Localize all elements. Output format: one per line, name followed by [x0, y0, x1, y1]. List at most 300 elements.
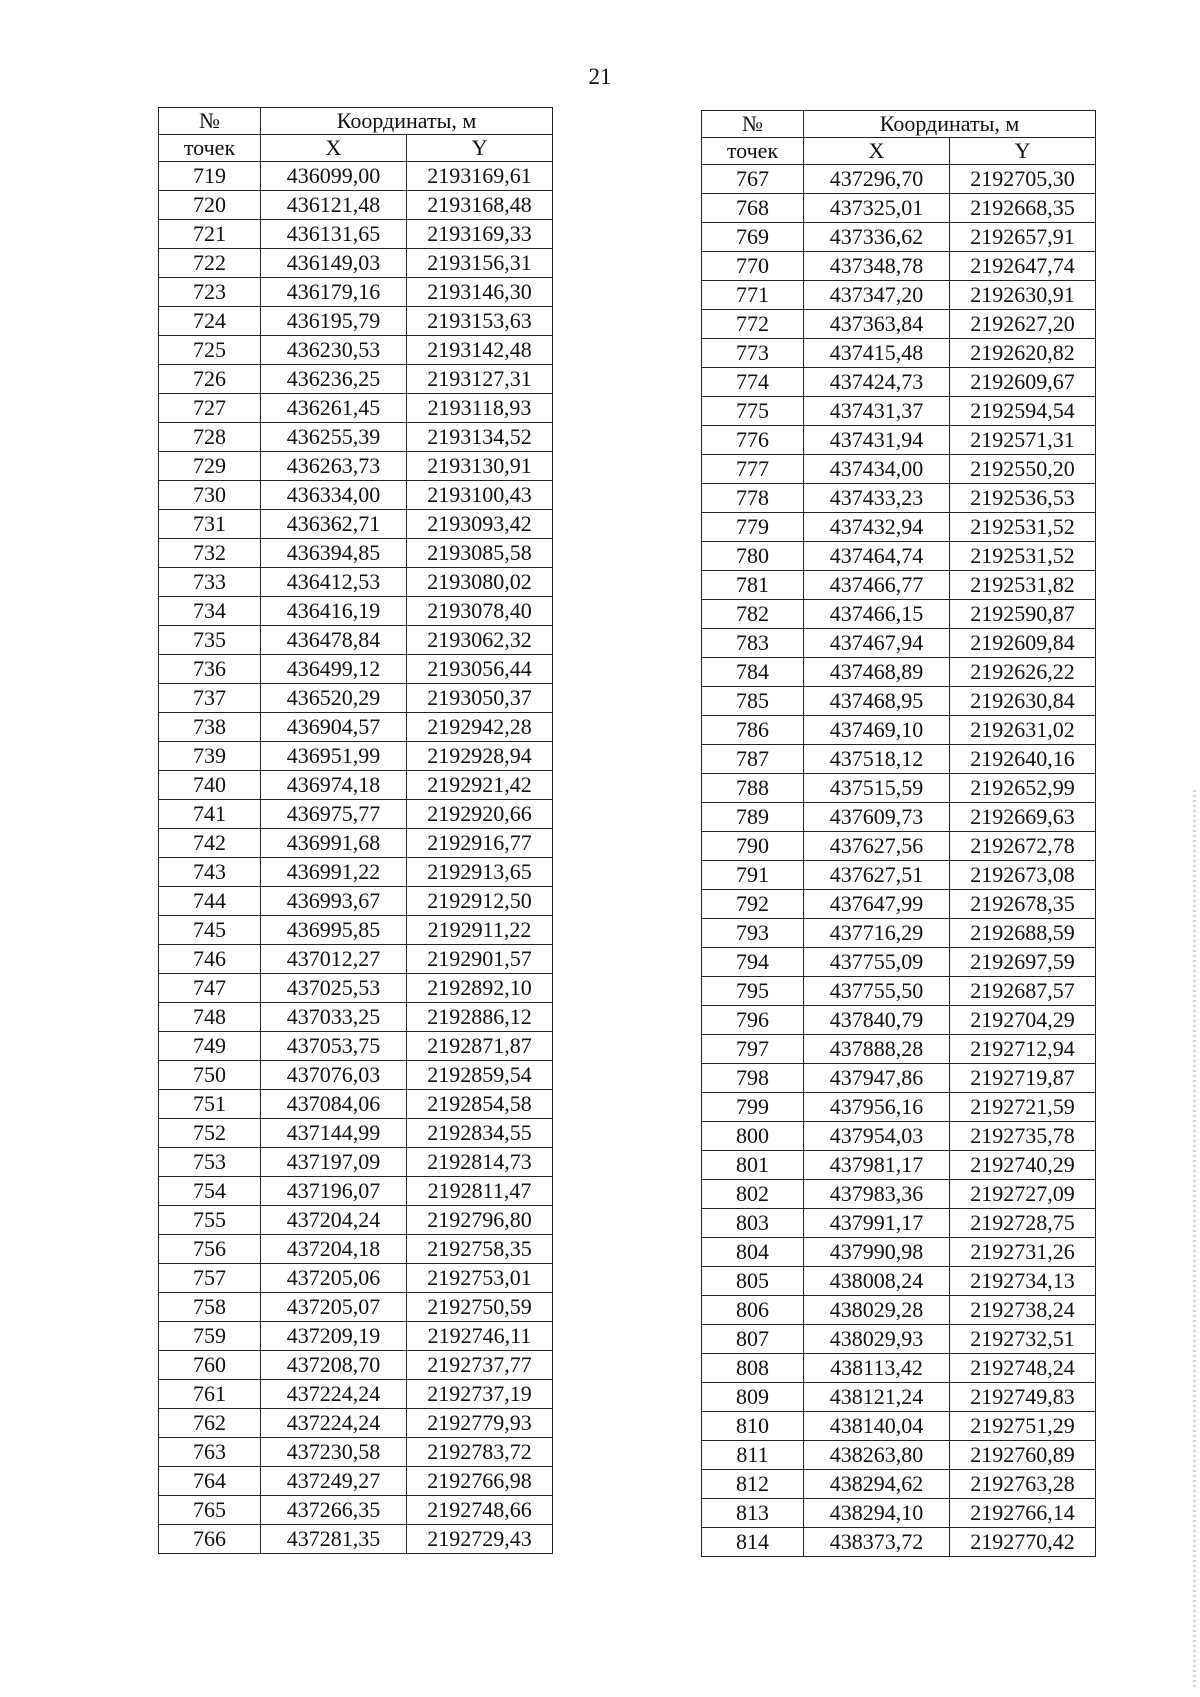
y-coordinate-cell: 2192735,78 [950, 1122, 1096, 1151]
y-coordinate-cell: 2192760,89 [950, 1441, 1096, 1470]
table-row [702, 1093, 1096, 1122]
y-coordinate-cell: 2193146,30 [407, 278, 553, 307]
x-coordinate-cell: 436951,99 [261, 742, 407, 771]
table-row [702, 1006, 1096, 1035]
header-coordinates: Координаты, м [261, 108, 553, 135]
y-coordinate-cell: 2192901,57 [407, 945, 553, 974]
x-coordinate-cell: 437469,10 [804, 716, 950, 745]
x-coordinate-cell: 438029,28 [804, 1296, 950, 1325]
x-coordinate-cell: 437716,29 [804, 919, 950, 948]
x-coordinate-cell: 437209,19 [261, 1322, 407, 1351]
x-coordinate-cell: 437205,06 [261, 1264, 407, 1293]
table-row [159, 800, 553, 829]
point-number-cell: 790 [702, 832, 804, 861]
point-number-cell: 769 [702, 223, 804, 252]
y-coordinate-cell: 2192721,59 [950, 1093, 1096, 1122]
y-coordinate-cell: 2192719,87 [950, 1064, 1096, 1093]
point-number-cell: 797 [702, 1035, 804, 1064]
point-number-cell: 785 [702, 687, 804, 716]
x-coordinate-cell: 437840,79 [804, 1006, 950, 1035]
x-coordinate-cell: 437431,94 [804, 426, 950, 455]
y-coordinate-cell: 2192571,31 [950, 426, 1096, 455]
header-y: Y [407, 135, 553, 162]
table-row [159, 249, 553, 278]
table-row [702, 542, 1096, 571]
table-row [159, 539, 553, 568]
x-coordinate-cell: 438373,72 [804, 1528, 950, 1557]
table-row [702, 368, 1096, 397]
point-number-cell: 768 [702, 194, 804, 223]
x-coordinate-cell: 437464,74 [804, 542, 950, 571]
x-coordinate-cell: 436499,12 [261, 655, 407, 684]
table-row [702, 629, 1096, 658]
table-row [159, 597, 553, 626]
table-row [702, 339, 1096, 368]
table-row [159, 771, 553, 800]
table-row [159, 1525, 553, 1554]
table-row [159, 945, 553, 974]
table-row [159, 626, 553, 655]
point-number-cell: 786 [702, 716, 804, 745]
y-coordinate-cell: 2192734,13 [950, 1267, 1096, 1296]
point-number-cell: 756 [159, 1235, 261, 1264]
x-coordinate-cell: 438113,42 [804, 1354, 950, 1383]
y-coordinate-cell: 2192753,01 [407, 1264, 553, 1293]
y-coordinate-cell: 2192630,91 [950, 281, 1096, 310]
x-coordinate-cell: 436195,79 [261, 307, 407, 336]
x-coordinate-cell: 436263,73 [261, 452, 407, 481]
y-coordinate-cell: 2192783,72 [407, 1438, 553, 1467]
y-coordinate-cell: 2192531,82 [950, 571, 1096, 600]
table-row [159, 1438, 553, 1467]
x-coordinate-cell: 437468,89 [804, 658, 950, 687]
y-coordinate-cell: 2192631,02 [950, 716, 1096, 745]
x-coordinate-cell: 437076,03 [261, 1061, 407, 1090]
x-coordinate-cell: 437432,94 [804, 513, 950, 542]
point-number-cell: 789 [702, 803, 804, 832]
table-row [702, 1122, 1096, 1151]
x-coordinate-cell: 437983,36 [804, 1180, 950, 1209]
x-coordinate-cell: 436334,00 [261, 481, 407, 510]
table-row [702, 600, 1096, 629]
y-coordinate-cell: 2192921,42 [407, 771, 553, 800]
x-coordinate-cell: 436121,48 [261, 191, 407, 220]
point-number-cell: 734 [159, 597, 261, 626]
y-coordinate-cell: 2192705,30 [950, 165, 1096, 194]
coordinates-table-left [158, 107, 553, 1554]
table-row [159, 1032, 553, 1061]
x-coordinate-cell: 436412,53 [261, 568, 407, 597]
y-coordinate-cell: 2192913,65 [407, 858, 553, 887]
x-coordinate-cell: 437647,99 [804, 890, 950, 919]
y-coordinate-cell: 2192886,12 [407, 1003, 553, 1032]
table-row [159, 1496, 553, 1525]
table-row [159, 1293, 553, 1322]
point-number-cell: 762 [159, 1409, 261, 1438]
table-row [702, 310, 1096, 339]
y-coordinate-cell: 2192609,84 [950, 629, 1096, 658]
x-coordinate-cell: 437981,17 [804, 1151, 950, 1180]
y-coordinate-cell: 2192647,74 [950, 252, 1096, 281]
y-coordinate-cell: 2193080,02 [407, 568, 553, 597]
table-row [159, 423, 553, 452]
point-number-cell: 724 [159, 307, 261, 336]
table-row [702, 1383, 1096, 1412]
y-coordinate-cell: 2192737,77 [407, 1351, 553, 1380]
x-coordinate-cell: 437609,73 [804, 803, 950, 832]
x-coordinate-cell: 437281,35 [261, 1525, 407, 1554]
x-coordinate-cell: 436255,39 [261, 423, 407, 452]
x-coordinate-cell: 437434,00 [804, 455, 950, 484]
x-coordinate-cell: 437033,25 [261, 1003, 407, 1032]
y-coordinate-cell: 2192748,24 [950, 1354, 1096, 1383]
point-number-cell: 757 [159, 1264, 261, 1293]
x-coordinate-cell: 437424,73 [804, 368, 950, 397]
y-coordinate-cell: 2192763,28 [950, 1470, 1096, 1499]
point-number-cell: 814 [702, 1528, 804, 1557]
point-number-cell: 753 [159, 1148, 261, 1177]
table-row [159, 1322, 553, 1351]
page-number: 21 [588, 64, 612, 89]
point-number-cell: 805 [702, 1267, 804, 1296]
table-row [159, 1119, 553, 1148]
y-coordinate-cell: 2192854,58 [407, 1090, 553, 1119]
x-coordinate-cell: 437336,62 [804, 223, 950, 252]
table-row [159, 916, 553, 945]
table-row [159, 278, 553, 307]
y-coordinate-cell: 2192751,29 [950, 1412, 1096, 1441]
x-coordinate-cell: 437991,17 [804, 1209, 950, 1238]
point-number-cell: 804 [702, 1238, 804, 1267]
point-number-cell: 796 [702, 1006, 804, 1035]
table-row [159, 1090, 553, 1119]
point-number-cell: 788 [702, 774, 804, 803]
y-coordinate-cell: 2192697,59 [950, 948, 1096, 977]
table-row [159, 858, 553, 887]
point-number-cell: 726 [159, 365, 261, 394]
table-row [702, 1035, 1096, 1064]
table-row [702, 571, 1096, 600]
table-row [702, 194, 1096, 223]
table-row [702, 716, 1096, 745]
x-coordinate-cell: 437230,58 [261, 1438, 407, 1467]
y-coordinate-cell: 2192834,55 [407, 1119, 553, 1148]
table-row [702, 397, 1096, 426]
table-row [702, 426, 1096, 455]
point-number-cell: 754 [159, 1177, 261, 1206]
header-points-label: точек [159, 135, 261, 162]
x-coordinate-cell: 436394,85 [261, 539, 407, 568]
y-coordinate-cell: 2193169,33 [407, 220, 553, 249]
y-coordinate-cell: 2193169,61 [407, 162, 553, 191]
y-coordinate-cell: 2192737,19 [407, 1380, 553, 1409]
y-coordinate-cell: 2193100,43 [407, 481, 553, 510]
y-coordinate-cell: 2192678,35 [950, 890, 1096, 919]
y-coordinate-cell: 2192871,87 [407, 1032, 553, 1061]
header-points-label: точек [702, 138, 804, 165]
x-coordinate-cell: 437205,07 [261, 1293, 407, 1322]
point-number-cell: 727 [159, 394, 261, 423]
table-row [702, 1354, 1096, 1383]
y-coordinate-cell: 2192814,73 [407, 1148, 553, 1177]
y-coordinate-cell: 2192729,43 [407, 1525, 553, 1554]
y-coordinate-cell: 2192609,67 [950, 368, 1096, 397]
table-row [702, 803, 1096, 832]
table-row [702, 1151, 1096, 1180]
x-coordinate-cell: 437990,98 [804, 1238, 950, 1267]
y-coordinate-cell: 2192892,10 [407, 974, 553, 1003]
point-number-cell: 774 [702, 368, 804, 397]
y-coordinate-cell: 2193062,32 [407, 626, 553, 655]
point-number-cell: 735 [159, 626, 261, 655]
point-number-cell: 793 [702, 919, 804, 948]
y-coordinate-cell: 2192590,87 [950, 600, 1096, 629]
x-coordinate-cell: 437515,59 [804, 774, 950, 803]
y-coordinate-cell: 2192928,94 [407, 742, 553, 771]
table-row [702, 1441, 1096, 1470]
table-row [702, 1528, 1096, 1557]
y-coordinate-cell: 2192669,63 [950, 803, 1096, 832]
point-number-cell: 799 [702, 1093, 804, 1122]
header-coordinates: Координаты, м [804, 111, 1096, 138]
point-number-cell: 779 [702, 513, 804, 542]
x-coordinate-cell: 437025,53 [261, 974, 407, 1003]
x-coordinate-cell: 436261,45 [261, 394, 407, 423]
table-row [702, 890, 1096, 919]
x-coordinate-cell: 437627,56 [804, 832, 950, 861]
x-coordinate-cell: 436149,03 [261, 249, 407, 278]
table-row [702, 1325, 1096, 1354]
table-row [702, 948, 1096, 977]
point-number-cell: 744 [159, 887, 261, 916]
table-row [159, 742, 553, 771]
point-number-cell: 801 [702, 1151, 804, 1180]
x-coordinate-cell: 436904,57 [261, 713, 407, 742]
y-coordinate-cell: 2192687,57 [950, 977, 1096, 1006]
point-number-cell: 737 [159, 684, 261, 713]
x-coordinate-cell: 437249,27 [261, 1467, 407, 1496]
header-number-label: № [159, 108, 261, 135]
y-coordinate-cell: 2192630,84 [950, 687, 1096, 716]
y-coordinate-cell: 2192779,93 [407, 1409, 553, 1438]
x-coordinate-cell: 436236,25 [261, 365, 407, 394]
y-coordinate-cell: 2192727,09 [950, 1180, 1096, 1209]
table-row [702, 919, 1096, 948]
point-number-cell: 766 [159, 1525, 261, 1554]
table-row [159, 1351, 553, 1380]
x-coordinate-cell: 436416,19 [261, 597, 407, 626]
point-number-cell: 780 [702, 542, 804, 571]
y-coordinate-cell: 2193156,31 [407, 249, 553, 278]
y-coordinate-cell: 2192748,66 [407, 1496, 553, 1525]
point-number-cell: 763 [159, 1438, 261, 1467]
table-row [159, 684, 553, 713]
table-row [702, 1209, 1096, 1238]
table-row [159, 1177, 553, 1206]
y-coordinate-cell: 2192920,66 [407, 800, 553, 829]
x-coordinate-cell: 437627,51 [804, 861, 950, 890]
y-coordinate-cell: 2192594,54 [950, 397, 1096, 426]
y-coordinate-cell: 2192531,52 [950, 513, 1096, 542]
table-row [702, 658, 1096, 687]
x-coordinate-cell: 437144,99 [261, 1119, 407, 1148]
point-number-cell: 739 [159, 742, 261, 771]
table-row [159, 365, 553, 394]
x-coordinate-cell: 436179,16 [261, 278, 407, 307]
point-number-cell: 791 [702, 861, 804, 890]
y-coordinate-cell: 2193050,37 [407, 684, 553, 713]
table-row [702, 832, 1096, 861]
y-coordinate-cell: 2193056,44 [407, 655, 553, 684]
point-number-cell: 784 [702, 658, 804, 687]
point-number-cell: 794 [702, 948, 804, 977]
y-coordinate-cell: 2193085,58 [407, 539, 553, 568]
table-row [159, 1206, 553, 1235]
table-row [159, 307, 553, 336]
x-coordinate-cell: 436991,68 [261, 829, 407, 858]
x-coordinate-cell: 436974,18 [261, 771, 407, 800]
point-number-cell: 719 [159, 162, 261, 191]
point-number-cell: 787 [702, 745, 804, 774]
point-number-cell: 758 [159, 1293, 261, 1322]
table-row [702, 861, 1096, 890]
table-row [159, 1148, 553, 1177]
point-number-cell: 759 [159, 1322, 261, 1351]
point-number-cell: 775 [702, 397, 804, 426]
table-row [702, 1412, 1096, 1441]
point-number-cell: 798 [702, 1064, 804, 1093]
table-row [159, 655, 553, 684]
table-row [159, 162, 553, 191]
x-coordinate-cell: 437755,09 [804, 948, 950, 977]
y-coordinate-cell: 2192766,98 [407, 1467, 553, 1496]
y-coordinate-cell: 2192688,59 [950, 919, 1096, 948]
point-number-cell: 747 [159, 974, 261, 1003]
point-number-cell: 752 [159, 1119, 261, 1148]
y-coordinate-cell: 2192859,54 [407, 1061, 553, 1090]
x-coordinate-cell: 437204,18 [261, 1235, 407, 1264]
point-number-cell: 806 [702, 1296, 804, 1325]
x-coordinate-cell: 436975,77 [261, 800, 407, 829]
point-number-cell: 777 [702, 455, 804, 484]
table-row [159, 1003, 553, 1032]
table-row [702, 1296, 1096, 1325]
x-coordinate-cell: 437296,70 [804, 165, 950, 194]
point-number-cell: 725 [159, 336, 261, 365]
y-coordinate-cell: 2192531,52 [950, 542, 1096, 571]
y-coordinate-cell: 2192704,29 [950, 1006, 1096, 1035]
y-coordinate-cell: 2192673,08 [950, 861, 1096, 890]
table-row [702, 1267, 1096, 1296]
coordinates-table-right [701, 110, 1096, 1557]
y-coordinate-cell: 2192916,77 [407, 829, 553, 858]
y-coordinate-cell: 2193093,42 [407, 510, 553, 539]
table-row [159, 220, 553, 249]
y-coordinate-cell: 2193118,93 [407, 394, 553, 423]
y-coordinate-cell: 2192620,82 [950, 339, 1096, 368]
point-number-cell: 746 [159, 945, 261, 974]
point-number-cell: 722 [159, 249, 261, 278]
point-number-cell: 809 [702, 1383, 804, 1412]
table-row [159, 1467, 553, 1496]
y-coordinate-cell: 2192626,22 [950, 658, 1096, 687]
x-coordinate-cell: 437197,09 [261, 1148, 407, 1177]
point-number-cell: 730 [159, 481, 261, 510]
point-number-cell: 751 [159, 1090, 261, 1119]
x-coordinate-cell: 437224,24 [261, 1380, 407, 1409]
point-number-cell: 800 [702, 1122, 804, 1151]
x-coordinate-cell: 437012,27 [261, 945, 407, 974]
y-coordinate-cell: 2192811,47 [407, 1177, 553, 1206]
point-number-cell: 743 [159, 858, 261, 887]
y-coordinate-cell: 2192942,28 [407, 713, 553, 742]
point-number-cell: 802 [702, 1180, 804, 1209]
x-coordinate-cell: 437954,03 [804, 1122, 950, 1151]
y-coordinate-cell: 2193168,48 [407, 191, 553, 220]
y-coordinate-cell: 2193078,40 [407, 597, 553, 626]
y-coordinate-cell: 2192627,20 [950, 310, 1096, 339]
point-number-cell: 741 [159, 800, 261, 829]
x-coordinate-cell: 438263,80 [804, 1441, 950, 1470]
point-number-cell: 733 [159, 568, 261, 597]
table-row [702, 281, 1096, 310]
y-coordinate-cell: 2192640,16 [950, 745, 1096, 774]
x-coordinate-cell: 437415,48 [804, 339, 950, 368]
table-row [702, 252, 1096, 281]
table-row [702, 455, 1096, 484]
table-row [159, 713, 553, 742]
x-coordinate-cell: 437053,75 [261, 1032, 407, 1061]
point-number-cell: 748 [159, 1003, 261, 1032]
x-coordinate-cell: 437467,94 [804, 629, 950, 658]
x-coordinate-cell: 437956,16 [804, 1093, 950, 1122]
table-row [159, 829, 553, 858]
x-coordinate-cell: 437518,12 [804, 745, 950, 774]
point-number-cell: 813 [702, 1499, 804, 1528]
point-number-cell: 731 [159, 510, 261, 539]
point-number-cell: 773 [702, 339, 804, 368]
y-coordinate-cell: 2193142,48 [407, 336, 553, 365]
y-coordinate-cell: 2192911,22 [407, 916, 553, 945]
table-row [159, 481, 553, 510]
header-y: Y [950, 138, 1096, 165]
table-row [159, 1409, 553, 1438]
x-coordinate-cell: 438029,93 [804, 1325, 950, 1354]
table-body-right [702, 165, 1096, 1557]
point-number-cell: 765 [159, 1496, 261, 1525]
y-coordinate-cell: 2192731,26 [950, 1238, 1096, 1267]
header-x: X [261, 135, 407, 162]
y-coordinate-cell: 2192740,29 [950, 1151, 1096, 1180]
point-number-cell: 792 [702, 890, 804, 919]
table-row [159, 1264, 553, 1293]
table-row [702, 1499, 1096, 1528]
y-coordinate-cell: 2192652,99 [950, 774, 1096, 803]
point-number-cell: 767 [702, 165, 804, 194]
table-row [159, 452, 553, 481]
x-coordinate-cell: 437204,24 [261, 1206, 407, 1235]
point-number-cell: 803 [702, 1209, 804, 1238]
y-coordinate-cell: 2192657,91 [950, 223, 1096, 252]
x-coordinate-cell: 437466,15 [804, 600, 950, 629]
x-coordinate-cell: 437888,28 [804, 1035, 950, 1064]
y-coordinate-cell: 2193130,91 [407, 452, 553, 481]
point-number-cell: 811 [702, 1441, 804, 1470]
y-coordinate-cell: 2192912,50 [407, 887, 553, 916]
x-coordinate-cell: 437196,07 [261, 1177, 407, 1206]
y-coordinate-cell: 2192746,11 [407, 1322, 553, 1351]
point-number-cell: 755 [159, 1206, 261, 1235]
